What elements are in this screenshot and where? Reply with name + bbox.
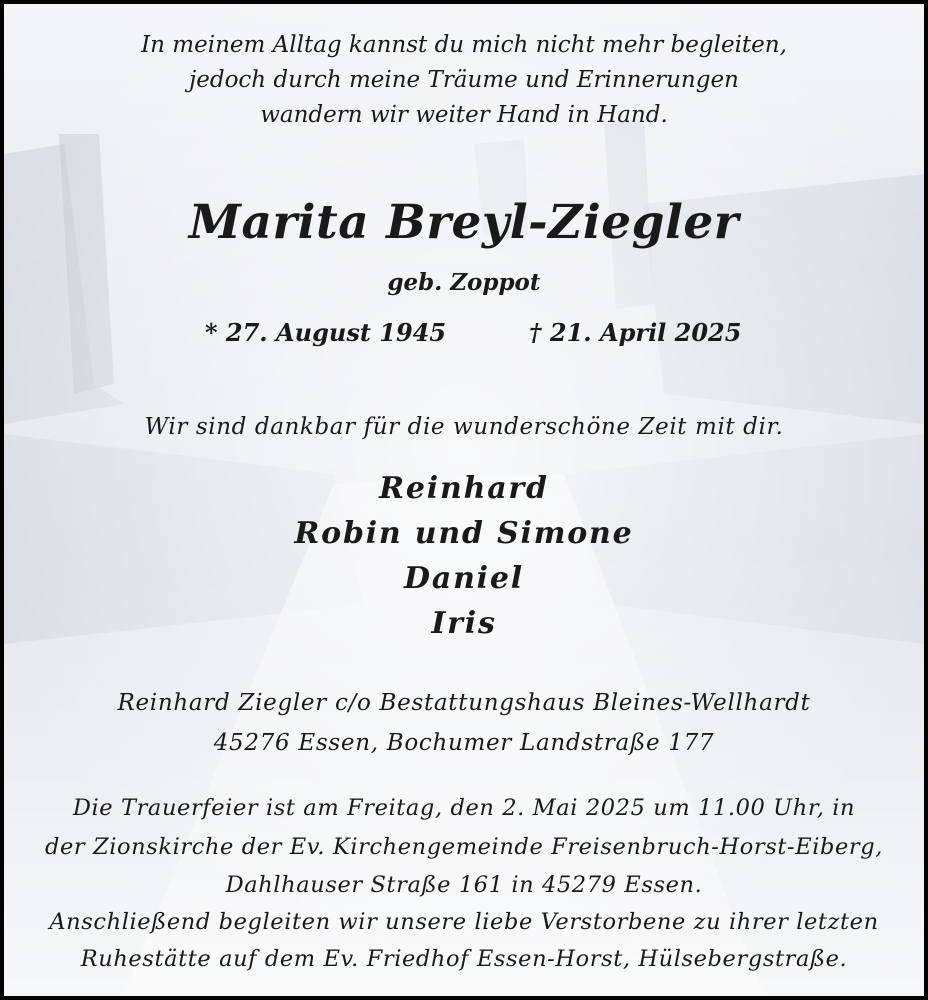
service-info-line: Die Trauerfeier ist am Freitag, den 2. Mai 2025 um 11.00 Uhr, in	[72, 795, 856, 821]
contact-line: 45276 Essen, Bochumer Landstraße 177	[213, 730, 715, 756]
mourner-name: Iris	[431, 606, 497, 641]
birth-date: * 27. August 1945	[205, 318, 447, 347]
thanks-line: Wir sind dankbar für die wunderschöne Zeit mit dir.	[144, 414, 784, 440]
mourner-name: Reinhard	[379, 471, 549, 506]
mourner-name: Robin und Simone	[294, 516, 634, 551]
service-info-line: Dahlhauser Straße 161 in 45279 Essen.	[225, 872, 703, 898]
deceased-name: Marita Breyl-Ziegler	[188, 195, 740, 250]
death-date: † 21. April 2025	[529, 318, 742, 347]
service-info-line: Ruhestätte auf dem Ev. Friedhof Essen-Horst, Hülsebergstraße.	[80, 946, 848, 972]
service-info-line: Anschließend begleiten wir unsere liebe Verstorbene zu ihrer letzten	[49, 909, 879, 935]
mourner-name: Daniel	[404, 561, 524, 596]
contact-line: Reinhard Ziegler c/o Bestattungshaus Bleines-Wellhardt	[117, 690, 811, 716]
motto-line-1: In meinem Alltag kannst du mich nicht mehr begleiten,	[141, 32, 787, 58]
service-info-line: der Zionskirche der Ev. Kirchengemeinde Freisenbruch-Horst-Eiberg,	[44, 834, 884, 860]
birth-name: geb. Zoppot	[387, 269, 541, 296]
motto-line-3: wandern wir weiter Hand in Hand.	[260, 102, 668, 128]
motto-line-2: jedoch durch meine Träume und Erinnerungen	[189, 67, 739, 93]
